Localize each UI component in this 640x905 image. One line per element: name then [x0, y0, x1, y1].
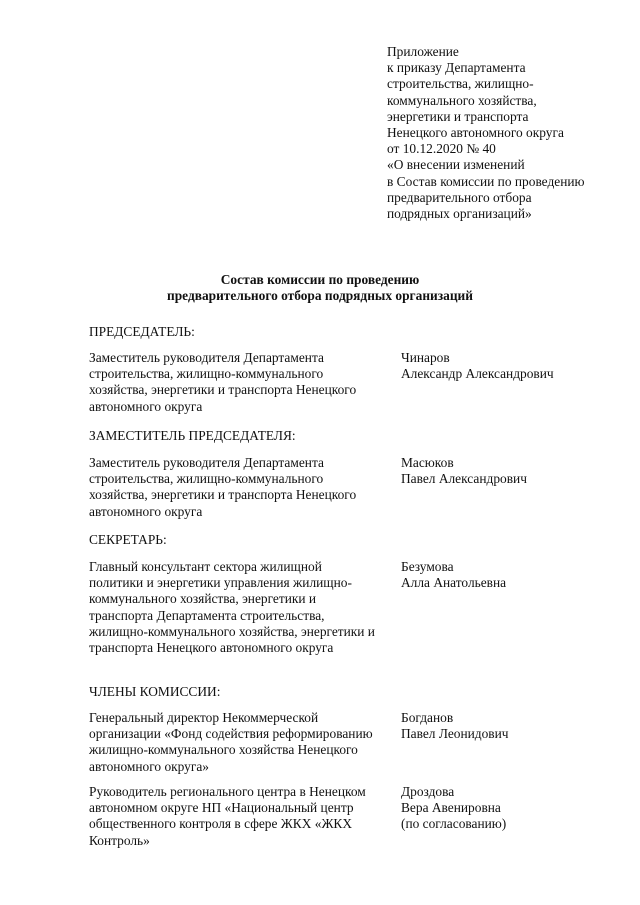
position-line: организации «Фонд содействия реформированию: [89, 726, 373, 742]
position-line: автономном округе НП «Национальный центр: [89, 800, 354, 816]
member-position: [89, 350, 394, 415]
title-line: Состав комиссии по проведению: [220, 272, 420, 287]
position-line: общественного контроля в сфере ЖКХ «ЖКХ: [89, 816, 353, 832]
appendix-line: энергетики и транспорта: [387, 108, 529, 124]
member-name: [401, 784, 631, 833]
position-line: автономного округа: [89, 503, 203, 519]
appendix-line: в Состав комиссии по проведению: [387, 173, 585, 189]
position-line: автономного округа»: [89, 758, 209, 774]
member-name: [401, 455, 631, 487]
section-heading-chairman: ПРЕДСЕДАТЕЛЬ:: [89, 324, 195, 339]
position-line: транспорта Департамента строительства,: [89, 607, 325, 623]
position-line: Генеральный директор Некоммерческой: [89, 710, 319, 725]
appendix-line: Приложение: [387, 44, 459, 59]
position-line: хозяйства, энергетики и транспорта Ненецкого: [89, 487, 357, 503]
person-line: Дроздова: [401, 784, 455, 799]
position-line: строительства, жилищно-коммунального: [89, 366, 324, 382]
position-line: жилищно-коммунального хозяйства Ненецкого: [89, 742, 358, 758]
position-line: коммунального хозяйства, энергетики и: [89, 591, 317, 607]
member-position: [89, 559, 394, 656]
member-name: [401, 350, 631, 382]
appendix-line: к приказу Департамента: [387, 60, 526, 76]
position-line: политики и энергетики управления жилищно-: [89, 575, 352, 591]
person-line: Масюков: [401, 455, 454, 470]
position-line: Руководитель регионального центра в Ненецком: [89, 784, 366, 799]
position-line: хозяйства, энергетики и транспорта Ненецкого: [89, 382, 357, 398]
person-note: (по согласованию): [401, 816, 507, 832]
member-name: [401, 710, 631, 742]
appendix-block: [387, 44, 627, 222]
member-name: [401, 559, 631, 591]
person-line: Богданов: [401, 710, 454, 725]
appendix-line: Ненецкого автономного округа: [387, 125, 564, 141]
section-heading-deputy-chairman: ЗАМЕСТИТЕЛЬ ПРЕДСЕДАТЕЛЯ:: [89, 428, 296, 443]
section-heading-secretary: СЕКРЕТАРЬ:: [89, 532, 167, 547]
appendix-line: предварительного отбора: [387, 189, 532, 205]
appendix-line: строительства, жилищно-: [387, 76, 534, 92]
member-position: [89, 455, 394, 520]
person-line: Вера Авенировна: [401, 800, 501, 816]
appendix-line: подрядных организаций»: [387, 206, 532, 222]
title-line: предварительного отбора подрядных организаций: [167, 288, 473, 304]
person-line: Павел Александрович: [401, 471, 527, 487]
person-line: Александр Александрович: [401, 366, 554, 382]
section-heading-members: ЧЛЕНЫ КОМИССИИ:: [89, 684, 221, 699]
position-line: Заместитель руководителя Департамента: [89, 455, 324, 470]
position-line: Контроль»: [89, 832, 150, 848]
appendix-line: коммунального хозяйства,: [387, 92, 537, 108]
position-line: Главный консультант сектора жилищной: [89, 559, 322, 574]
appendix-line: от 10.12.2020 № 40: [387, 141, 496, 157]
appendix-line: «О внесении изменений: [387, 157, 525, 173]
person-line: Алла Анатольевна: [401, 575, 507, 591]
document-title: [0, 272, 640, 304]
member-position: [89, 710, 394, 775]
position-line: жилищно-коммунального хозяйства, энергетики и: [89, 623, 375, 639]
position-line: строительства, жилищно-коммунального: [89, 471, 324, 487]
position-line: Заместитель руководителя Департамента: [89, 350, 324, 365]
person-line: Чинаров: [401, 350, 450, 365]
person-line: Безумова: [401, 559, 454, 574]
position-line: транспорта Ненецкого автономного округа: [89, 640, 334, 656]
position-line: автономного округа: [89, 398, 203, 414]
member-position: [89, 784, 394, 849]
person-line: Павел Леонидович: [401, 726, 509, 742]
